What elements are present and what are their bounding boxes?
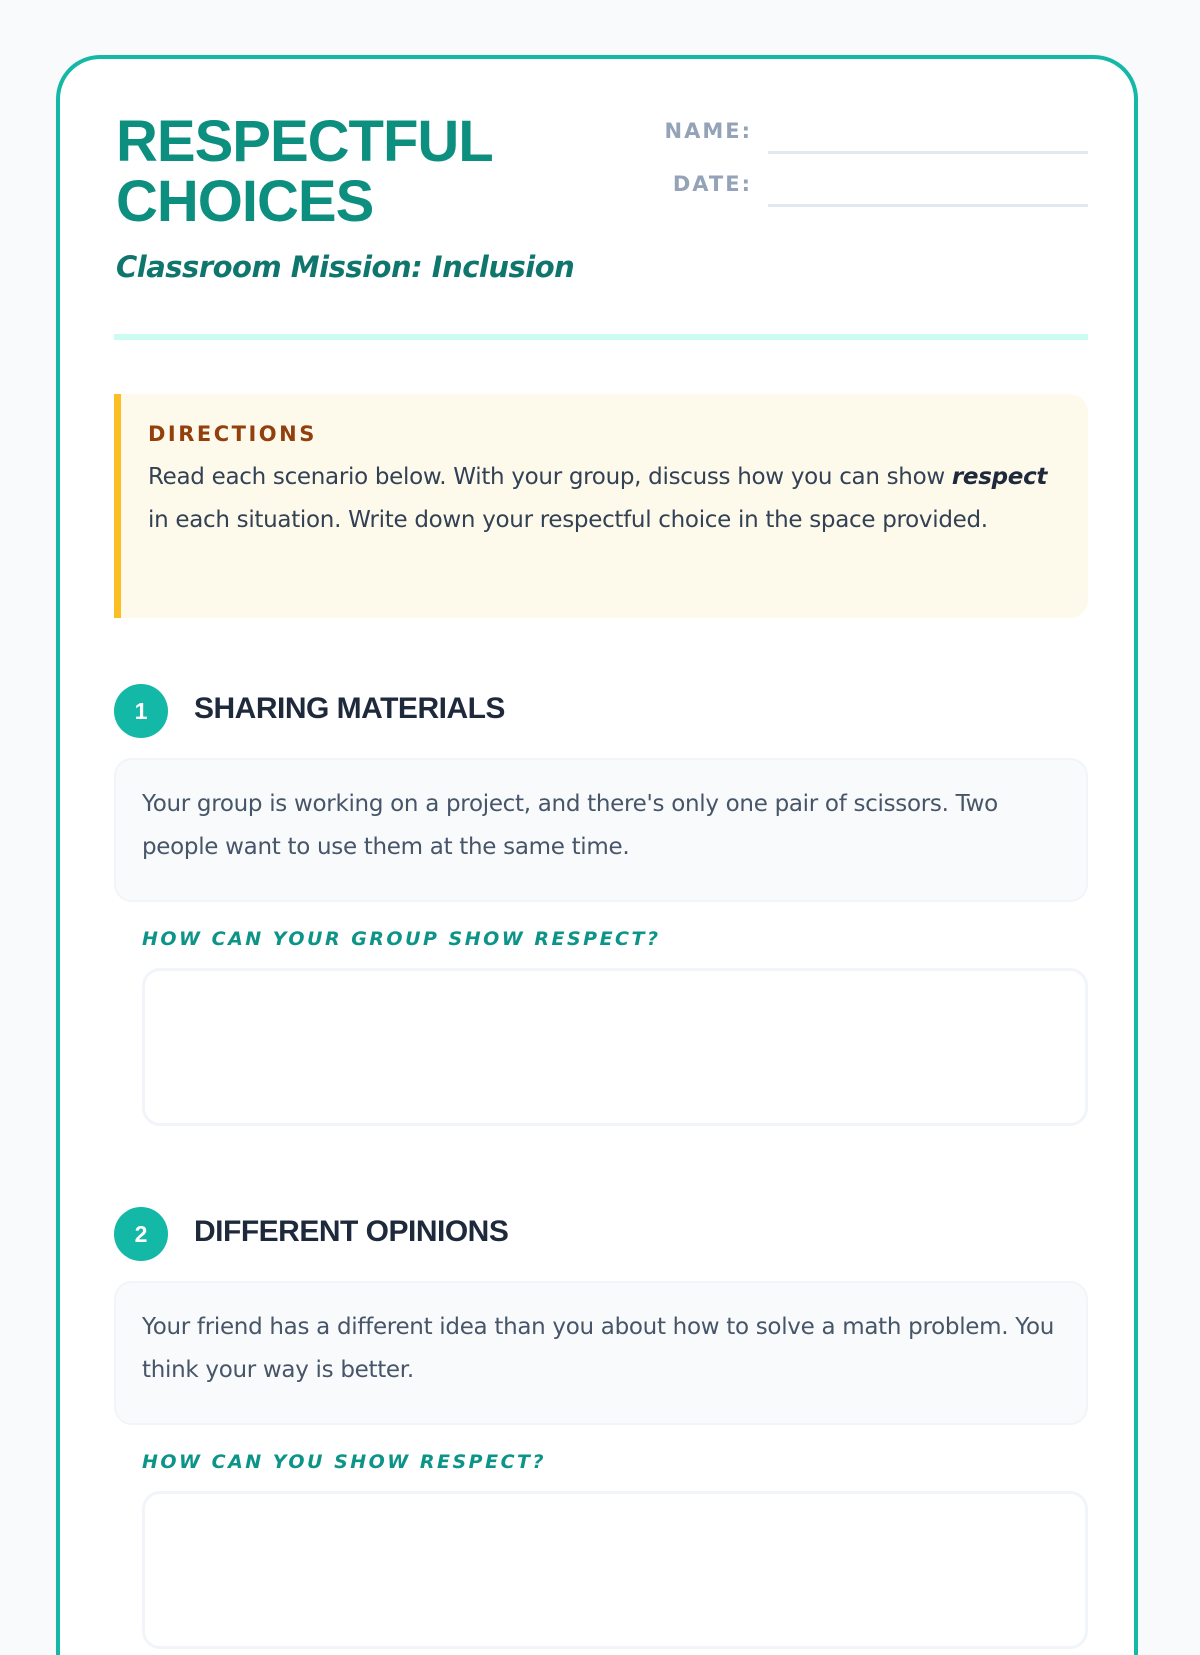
directions-emphasis: respect <box>951 464 1048 490</box>
name-label: NAME: <box>664 119 752 143</box>
page-subtitle: Classroom Mission: Inclusion <box>116 250 575 284</box>
page-title <box>116 109 493 234</box>
title-line-1: RESPECTFUL <box>116 109 493 174</box>
title-line-2: CHOICES <box>116 169 374 234</box>
section-title-different-opinions: DIFFERENT OPINIONS <box>194 1215 509 1248</box>
directions-box <box>114 394 1088 618</box>
scenario-text: Your friend has a different idea than you about how to solve a math problem. You think your way is better. <box>114 1281 1088 1425</box>
header-divider <box>114 334 1088 340</box>
section-number-badge: 2 <box>114 1207 168 1261</box>
directions-text-start: Read each scenario below. With your group, discuss how you can show <box>148 464 952 490</box>
directions-text <box>148 456 1048 542</box>
answer-box[interactable] <box>142 1491 1088 1649</box>
date-label: DATE: <box>672 172 752 196</box>
directions-text-end: in each situation. Write down your respectful choice in the space provided. <box>148 507 988 533</box>
name-field[interactable] <box>768 151 1088 154</box>
response-prompt: HOW CAN YOU SHOW RESPECT? <box>142 1451 546 1473</box>
directions-heading: DIRECTIONS <box>148 422 317 446</box>
date-field[interactable] <box>768 204 1088 207</box>
scenario-text: Your group is working on a project, and there's only one pair of scissors. Two people want to use them at the same time. <box>114 758 1088 902</box>
answer-box[interactable] <box>142 968 1088 1126</box>
response-prompt: HOW CAN YOUR GROUP SHOW RESPECT? <box>142 928 661 950</box>
section-title-sharing-materials: SHARING MATERIALS <box>194 692 505 725</box>
section-number-badge: 1 <box>114 684 168 738</box>
